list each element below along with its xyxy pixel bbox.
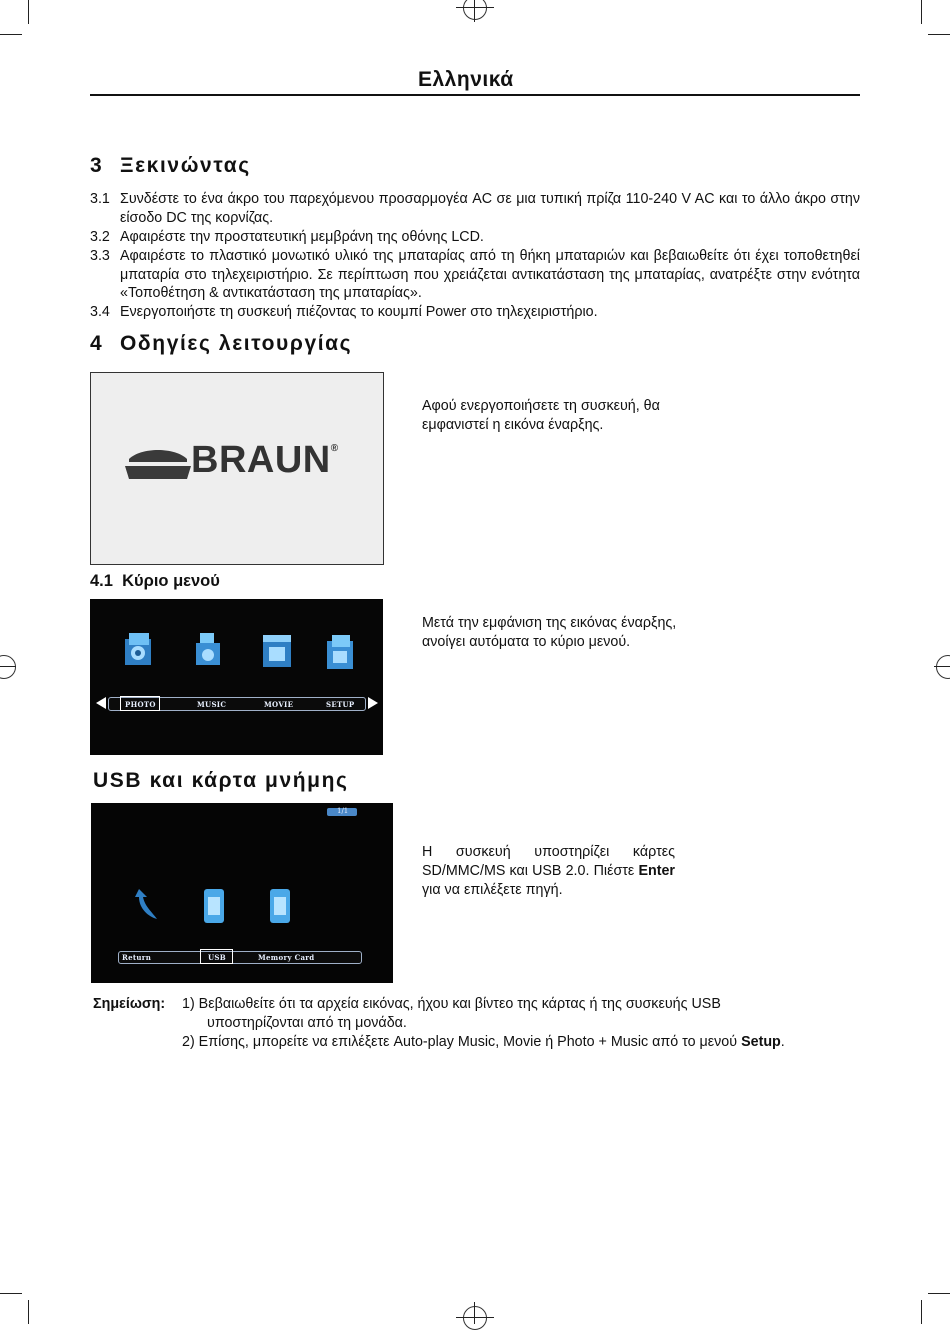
startup-screen-image — [90, 372, 384, 565]
startup-description: Αφού ενεργοποιήσετε τη συσκευή, θα εμφανιστεί η εικόνα έναρξης. — [422, 398, 660, 433]
menu-item-movie[interactable]: MOVIE — [264, 700, 294, 709]
crop-mark — [28, 1300, 29, 1324]
menu-left-arrow[interactable] — [96, 697, 106, 709]
crop-mark — [921, 1300, 922, 1324]
crop-mark — [0, 1293, 22, 1294]
note-line-1b: υποστηρίζονται από τη μονάδα. — [207, 1015, 407, 1031]
section-number: 3 — [90, 154, 104, 177]
crop-mark — [928, 1293, 950, 1294]
note-label: Σημείωση: — [93, 996, 166, 1012]
header-rule — [90, 94, 860, 96]
usb-source-screenshot — [91, 803, 393, 983]
note-line-2: 2) Επίσης, μπορείτε να επιλέξετε Auto-play Music, Movie ή Photo + Music από το μενού Setup. — [182, 1034, 785, 1050]
item-number: 3.4 — [90, 304, 110, 320]
enter-key-label: Enter — [638, 863, 675, 879]
braun-logo-icon — [123, 445, 193, 481]
item-number: 3.1 — [90, 191, 110, 207]
usb-drive-icon — [199, 887, 229, 927]
source-menu-bar — [118, 951, 362, 964]
registration-line — [0, 666, 16, 667]
list-item — [90, 228, 860, 247]
movie-icon — [260, 631, 294, 671]
registration-mark — [936, 655, 950, 679]
source-item-memory-card[interactable]: Memory Card — [258, 953, 315, 962]
registration-mark — [0, 655, 16, 679]
menu-item-setup[interactable]: SETUP — [326, 700, 355, 709]
usb-description: Η συσκευή υποστηρίζει κάρτες SD/MMC/MS και USB 2.0. Πιέστε Enter για να επιλέξετε πηγή. — [422, 844, 675, 898]
section-4-heading — [90, 332, 352, 356]
registration-line — [456, 1317, 494, 1318]
item-text: Συνδέστε το ένα άκρο του παρεχόμενου προσαρμογέα AC σε μια τυπική πρίζα 110-240 V AC και το άλλο άκρο στην είσοδο DC της κορνίζας. — [120, 191, 860, 226]
registration-mark — [463, 1306, 487, 1330]
section-title: Οδηγίες λειτουργίας — [120, 332, 353, 355]
section-title: Ξεκινώντας — [120, 154, 251, 177]
section-3-heading — [90, 154, 251, 178]
braun-logo-text: BRAUN® — [191, 439, 339, 481]
registration-line — [934, 666, 950, 667]
photo-icon — [122, 629, 156, 669]
source-item-return[interactable]: Return — [122, 953, 152, 962]
registration-line — [474, 1302, 475, 1324]
registration-mark — [463, 0, 487, 20]
crop-mark — [28, 0, 29, 24]
menu-right-arrow[interactable] — [368, 697, 378, 709]
return-arrow-icon — [133, 885, 163, 925]
subsection-4-1-heading: 4.1 Κύριο μενού — [90, 572, 220, 590]
registration-line — [456, 7, 494, 8]
list-item — [90, 247, 860, 303]
main-menu-screenshot — [90, 599, 383, 755]
source-item-usb[interactable]: USB — [208, 953, 226, 962]
list-item — [90, 303, 860, 322]
language-title: Ελληνικά — [418, 68, 514, 91]
item-text: Αφαιρέστε το πλαστικό μονωτικό υλικό της μπαταρίας από τη θήκη μπαταριών και βεβαιωθείτε ότι έχει τοποθετηθεί μπαταρία στο τηλεχειριστήριο. Σε περίπτωση που χρειάζεται αντικατάσταση της μπαταρίας, ανατρέξτε στην ενότητα «Τοποθέτηση & αντικατάσταση της μπαταρίας». — [120, 248, 860, 301]
item-text: Αφαιρέστε την προστατευτική μεμβράνη της οθόνης LCD. — [120, 229, 484, 245]
list-item — [90, 190, 860, 227]
main-menu-description: Μετά την εμφάνιση της εικόνας έναρξης, ανοίγει αυτόματα το κύριο μενού. — [422, 615, 677, 650]
item-text: Ενεργοποιήστε τη συσκευή πιέζοντας το κουμπί Power στο τηλεχειριστήριο. — [120, 304, 598, 320]
registration-line — [474, 0, 475, 22]
item-number: 3.2 — [90, 229, 110, 245]
setup-menu-label: Setup — [741, 1034, 781, 1050]
item-number: 3.3 — [90, 248, 110, 264]
section-number: 4 — [90, 332, 104, 355]
usb-heading: USB και κάρτα μνήμης — [93, 769, 349, 792]
setup-icon — [323, 633, 357, 673]
music-icon — [191, 629, 225, 669]
crop-mark — [928, 34, 950, 35]
page-indicator: 1/1 — [327, 808, 357, 816]
memory-card-icon — [265, 887, 295, 927]
crop-mark — [0, 34, 22, 35]
crop-mark — [921, 0, 922, 24]
note-line-1: 1) Βεβαιωθείτε ότι τα αρχεία εικόνας, ήχου και βίντεο της κάρτας ή της συσκευής USB — [182, 996, 721, 1012]
menu-item-music[interactable]: MUSIC — [197, 700, 227, 709]
menu-item-photo[interactable]: PHOTO — [125, 700, 156, 709]
